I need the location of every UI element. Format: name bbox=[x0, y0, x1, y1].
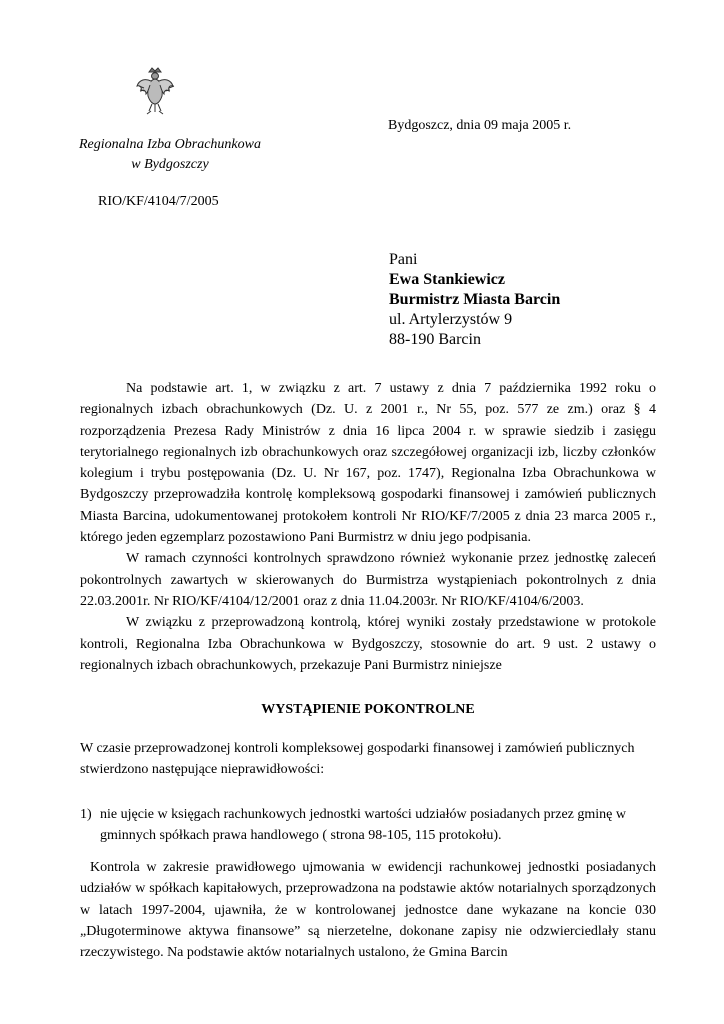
recipient-street: ul. Artylerzystów 9 bbox=[389, 311, 513, 328]
issuer-name-line1: Regionalna Izba Obrachunkowa bbox=[79, 137, 261, 152]
body-paragraph-2: W ramach czynności kontrolnych sprawdzono również wykonanie przez jednostkę zaleceń pokontrolnych zawartych w skierowanych do Burmistrza wystąpieniach pokontrolnych z dnia 22.03.2001r. Nr RIO/KF/4104/12/2001 oraz z dnia 11.04.2003r. Nr RIO/KF/4104/6/2003. bbox=[80, 551, 656, 609]
finding-text: nie ujęcie w księgach rachunkowych jednostki wartości udziałów posiadanych przez gminę w gminnych spółkach prawa handlowego ( strona 98-105, 115 protokołu). bbox=[100, 807, 626, 844]
recipient-title: Burmistrz Miasta Barcin bbox=[389, 291, 561, 308]
recipient-salutation: Pani bbox=[389, 251, 418, 268]
issuer-name-line2: w Bydgoszczy bbox=[131, 157, 209, 172]
finding-number: 1) bbox=[80, 807, 92, 822]
letter-body bbox=[80, 378, 656, 676]
closing-paragraph-block bbox=[80, 857, 656, 963]
findings-intro: W czasie przeprowadzonej kontroli kompleksowej gospodarki finansowej i zamówień publicznych stwierdzono następujące nieprawidłowości: bbox=[80, 741, 635, 778]
recipient-name: Ewa Stankiewicz bbox=[389, 271, 505, 288]
document-heading: WYSTĄPIENIE POKONTROLNE bbox=[261, 702, 475, 717]
place-and-date: Bydgoszcz, dnia 09 maja 2005 r. bbox=[388, 118, 572, 133]
reference-number: RIO/KF/4104/7/2005 bbox=[98, 194, 219, 209]
closing-paragraph: Kontrola w zakresie prawidłowego ujmowania w ewidencji rachunkowej jednostki posiadanych udziałów w spółkach kapitałowych, przeprowadzona na podstawie aktów notarialnych sporządzonych w latach 1997-2004, ujawniła, że w kontrolowanej jednostce dane wykazane na koncie 030 „Długoterminowe aktywa finansowe” są nierzetelne, dokonane zapisy nie odzwierciedlały stanu rzeczywistego. Na podstawie aktów notarialnych ustalono, że Gmina Barcin bbox=[80, 860, 656, 961]
recipient-postal: 88-190 Barcin bbox=[389, 331, 481, 348]
finding-item bbox=[80, 804, 656, 847]
body-paragraph-3: W związku z przeprowadzoną kontrolą, której wyniki zostały przedstawione w protokole kontroli, Regionalna Izba Obrachunkowa w Bydgoszczy, stosownie do art. 9 ust. 2 ustawy o regionalnych izbach obrachunkowych, przekazuje Pani Burmistrz niniejsze bbox=[80, 615, 656, 673]
eagle-emblem-icon bbox=[135, 66, 175, 116]
body-paragraph-1: Na podstawie art. 1, w związku z art. 7 ustawy z dnia 7 października 1992 roku o regionalnych izbach obrachunkowych (Dz. U. z 2001 r., Nr 55, poz. 577 ze zm.) oraz § 4 rozporządzenia Prezesa Rady Ministrów z dnia 16 lipca 2004 r. w sprawie siedzib i zasięgu terytorialnego regionalnych izb obrachunkowych oraz szczegółowej organizacji izb, liczby członków kolegium i trybu postępowania (Dz. U. Nr 167, poz. 1747), Regionalna Izba Obrachunkowa w Bydgoszczy przeprowadziła kontrolę kompleksową gospodarki finansowej i zamówień publicznych Miasta Barcina, udokumentowanej protokołem kontroli Nr RIO/KF/7/2005 z dnia 23 marca 2005 r., którego jeden egzemplarz pozostawiono Pani Burmistrz w dniu jego podpisania. bbox=[80, 381, 656, 546]
